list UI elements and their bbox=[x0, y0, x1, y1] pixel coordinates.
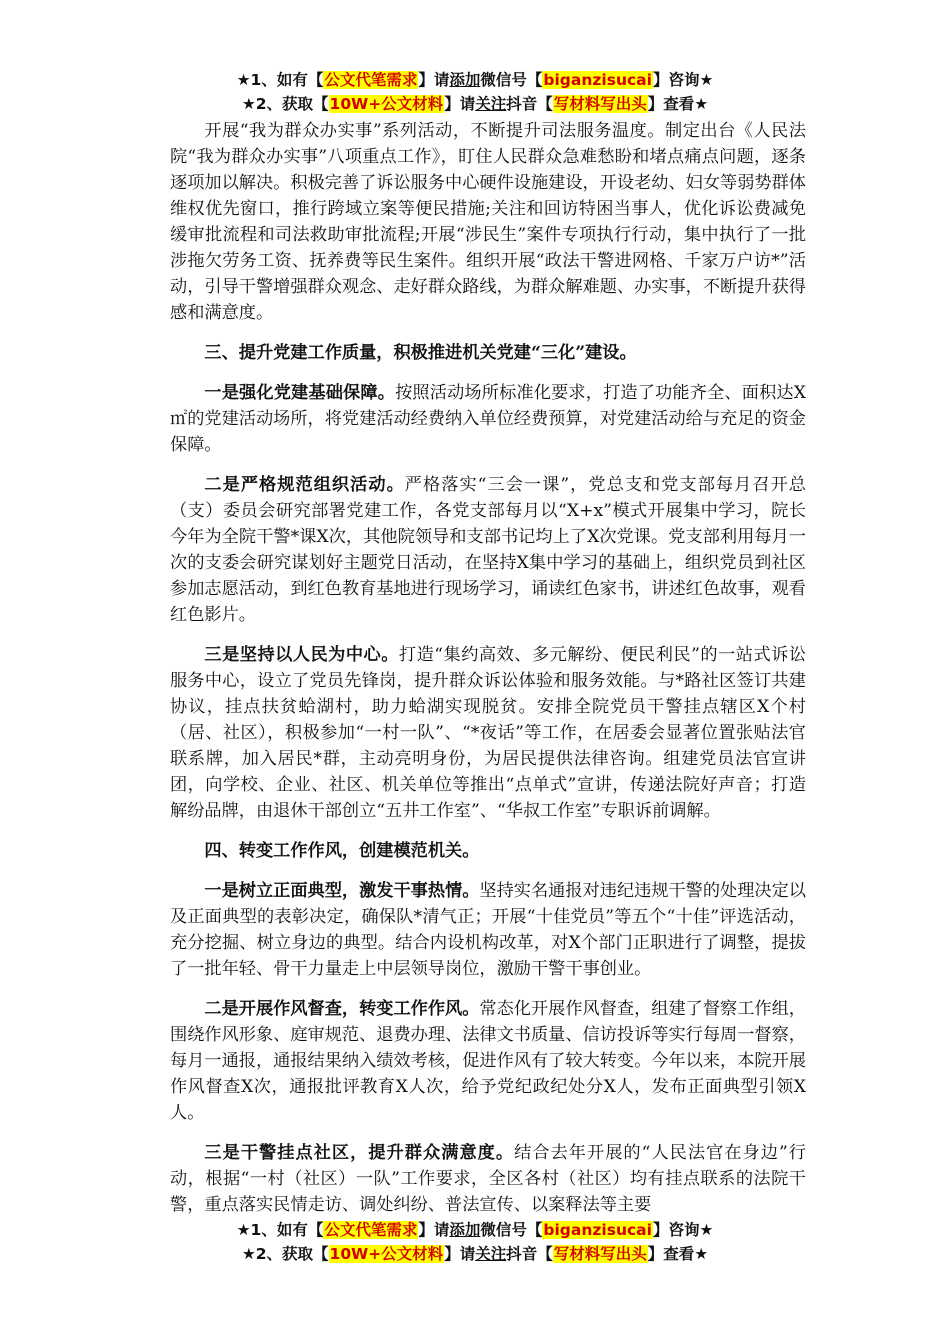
paragraph-lead: 二是严格规范组织活动。 bbox=[204, 475, 405, 495]
wechat-id: biganzisucai bbox=[543, 71, 652, 89]
footer-banner bbox=[0, 1218, 950, 1266]
paragraph: 三是坚持以人民为中心。打造“集约高效、多元解纷、便民利民”的一站式诉讼服务中心，设立了党员先锋岗，提升群众诉讼体验和服务效能。与*路社区签订共建协议，挂点扶贫蛤湖村，助力蛤湖实现脱贫。安排全院党员干警挂点辖区X个村（居、社区），积极参加“一村一队”、“*夜话”等工作，在居委会显著位置张贴法官联系牌，加入居民*群，主动亮明身份，为居民提供法律咨询。组建党员法官宣讲团，向学校、企业、社区、机关单位等推出“点单式”宣讲，传递法院好声音；打造解纷品牌，由退休干部创立“五井工作室”、“华叔工作室”专职诉前调解。 bbox=[170, 645, 806, 821]
wechat-id: biganzisucai bbox=[543, 1221, 652, 1239]
highlight-tag: 公文代笔需求 bbox=[324, 71, 418, 89]
douyin-account: 写材料写出头 bbox=[553, 1245, 647, 1263]
highlight-tag: 10W+公文材料 bbox=[329, 1245, 444, 1263]
paragraph: 开展“我为群众办实事”系列活动，不断提升司法服务温度。制定出台《人民法院“我为群众办实事”八项重点工作》，盯住人民群众急难愁盼和堵点痛点问题，逐条逐项加以解决。积极完善了诉讼服务中心硬件设施建设，开设老幼、妇女等弱势群体维权优先窗口，推行跨域立案等便民措施;关注和回访特困当事人，优化诉讼费减免缓审批流程和司法救助审批流程;开展“涉民生”案件专项执行行动，集中执行了一批涉拖欠劳务工资、抚养费等民生案件。组织开展“政法干警进网格、千家万户访*”活动，引导干警增强群众观念、走好群众路线，为群众解难题、办实事，不断提升获得感和满意度。 bbox=[170, 121, 806, 323]
highlight-tag: 公文代笔需求 bbox=[324, 1221, 418, 1239]
douyin-account: 写材料写出头 bbox=[553, 95, 647, 113]
paragraph: 一是强化党建基础保障。按照活动场所标准化要求，打造了功能齐全、面积达X㎡的党建活动场所，将党建活动经费纳入单位经费预算，对党建活动给与充足的资金保障。 bbox=[170, 383, 806, 455]
banner-line-1: ★1、如有【公文代笔需求】请添加微信号【biganzisucai】咨询★ bbox=[236, 71, 714, 89]
section-heading: 三、提升党建工作质量，积极推进机关党建“三化”建设。 bbox=[204, 343, 637, 363]
paragraph: 三是干警挂点社区，提升群众满意度。结合去年开展的“人民法官在身边”行动，根据“一村（社区）一队”工作要求，全区各村（社区）均有挂点联系的法院干警，重点落实民情走访、调处纠纷、普法宣传、以案释法等主要 bbox=[170, 1143, 806, 1215]
banner-line-2: ★2、获取【10W+公文材料】请关注抖音【写材料写出头】查看★ bbox=[241, 95, 709, 113]
paragraph: 一是树立正面典型，激发干事热情。坚持实名通报对违纪违规干警的处理决定以及正面典型的表彰决定，确保队*清气正；开展“十佳党员”等五个“十佳”评选活动，充分挖掘、树立身边的典型。结合内设机构改革，对X个部门正职进行了调整，提拔了一批年轻、骨干力量走上中层领导岗位，激励干警干事创业。 bbox=[170, 881, 806, 979]
paragraph-lead: 一是强化党建基础保障。 bbox=[204, 383, 396, 403]
banner-line-1: ★1、如有【公文代笔需求】请添加微信号【biganzisucai】咨询★ bbox=[236, 1221, 714, 1239]
section-heading: 四、转变工作作风，创建模范机关。 bbox=[204, 841, 480, 861]
paragraph-lead: 一是树立正面典型，激发干事热情。 bbox=[204, 881, 480, 901]
header-banner bbox=[0, 68, 950, 116]
document-body bbox=[170, 118, 806, 1232]
banner-line-2: ★2、获取【10W+公文材料】请关注抖音【写材料写出头】查看★ bbox=[241, 1245, 709, 1263]
paragraph-lead: 三是干警挂点社区，提升群众满意度。 bbox=[204, 1143, 515, 1163]
highlight-tag: 10W+公文材料 bbox=[329, 95, 444, 113]
paragraph: 二是开展作风督查，转变工作作风。常态化开展作风督查，组建了督察工作组，围绕作风形象、庭审规范、退费办理、法律文书质量、信访投诉等实行每周一督察，每月一通报，通报结果纳入绩效考核，促进作风有了较大转变。今年以来，本院开展作风督查X次，通报批评教育X人次，给予党纪政纪处分X人，发布正面典型引领X人。 bbox=[170, 999, 806, 1123]
paragraph: 二是严格规范组织活动。严格落实“三会一课”，党总支和党支部每月召开总（支）委员会研究部署党建工作，各党支部每月以“X+x”模式开展集中学习，院长今年为全院干警*课X次，其他院领导和支部书记均上了X次党课。党支部利用每月一次的支委会研究谋划好主题党日活动，在坚持X集中学习的基础上，组织党员到社区参加志愿活动，到红色教育基地进行现场学习，诵读红色家书，讲述红色故事，观看红色影片。 bbox=[170, 475, 806, 625]
paragraph-lead: 三是坚持以人民为中心。 bbox=[204, 645, 399, 665]
paragraph-lead: 二是开展作风督查，转变工作作风。 bbox=[204, 999, 480, 1019]
